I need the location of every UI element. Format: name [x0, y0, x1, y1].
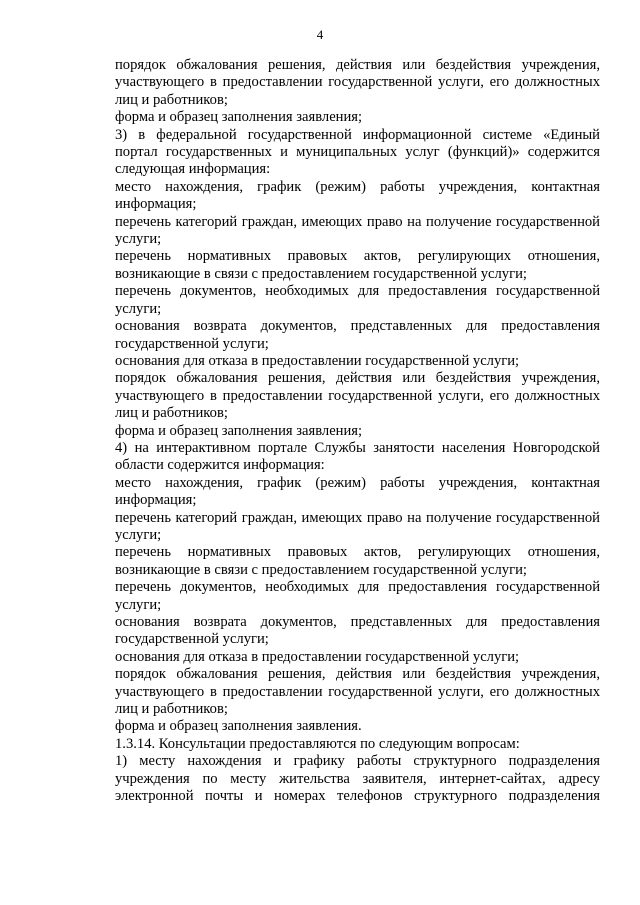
- paragraph-section-1-3-14: 1.3.14. Консультации предоставляются по следующим вопросам:: [115, 735, 520, 752]
- paragraph-application-form-3: форма и образец заполнения заявления.: [115, 718, 362, 735]
- page-number: 4: [316, 27, 324, 42]
- paragraph-legal-acts-2: перечень нормативных правовых актов, регулирующих отношения, возникающие в связи с предоставлением государственной услуги;: [115, 544, 600, 578]
- paragraph-appeal-procedure-3: порядок обжалования решения, действия или бездействия учреждения, участвующего в предоставлении государственной услуги, его должностных лиц и работников;: [115, 666, 600, 718]
- paragraph-application-form-2: форма и образец заполнения заявления;: [115, 422, 363, 439]
- document-body: [115, 57, 600, 805]
- paragraph-item-4-interactive-portal: 4) на интерактивном портале Службы занятости населения Новгородской области содержится информация:: [115, 439, 600, 474]
- paragraph-item-3-federal-portal: 3) в федеральной государственной информационной системе «Единый портал государственных и муниципальных услуг (функций)» содержится следующая информация:: [115, 126, 600, 178]
- paragraph-required-documents-2: перечень документов, необходимых для предоставления государственной услуги;: [115, 579, 600, 613]
- paragraph-location-schedule-2: место нахождения, график (режим) работы учреждения, контактная информация;: [115, 474, 600, 509]
- paragraph-return-grounds-2: основания возврата документов, представленных для предоставления государственной услуги;: [115, 614, 600, 648]
- paragraph-application-form-1: форма и образец заполнения заявления;: [115, 109, 363, 126]
- paragraph-appeal-procedure-1: порядок обжалования решения, действия или бездействия учреждения, участвующего в предоставлении государственной услуги, его должностных лиц и работников;: [115, 57, 600, 108]
- paragraph-citizen-categories-2: перечень категорий граждан, имеющих право на получение государственной услуги;: [115, 509, 600, 543]
- paragraph-citizen-categories-1: перечень категорий граждан, имеющих право на получение государственной услуги;: [115, 213, 600, 248]
- paragraph-location-schedule-1: место нахождения, график (режим) работы учреждения, контактная информация;: [115, 178, 600, 213]
- paragraph-legal-acts-1: перечень нормативных правовых актов, регулирующих отношения, возникающие в связи с предоставлением государственной услуги;: [115, 248, 600, 282]
- paragraph-refusal-grounds-2: основания для отказа в предоставлении государственной услуги;: [115, 648, 520, 665]
- paragraph-required-documents-1: перечень документов, необходимых для предоставления государственной услуги;: [115, 283, 600, 317]
- paragraph-refusal-grounds-1: основания для отказа в предоставлении государственной услуги;: [115, 352, 520, 369]
- paragraph-return-grounds-1: основания возврата документов, представленных для предоставления государственной услуги;: [115, 318, 600, 352]
- paragraph-consultation-item-1: 1) месту нахождения и графику работы структурного подразделения учреждения по месту жительства заявителя, интернет-сайтах, адресу электронной почты и номерах телефонов структурного подразделения: [115, 753, 600, 805]
- paragraph-appeal-procedure-2: порядок обжалования решения, действия или бездействия учреждения, участвующего в предоставлении государственной услуги, его должностных лиц и работников;: [115, 370, 600, 422]
